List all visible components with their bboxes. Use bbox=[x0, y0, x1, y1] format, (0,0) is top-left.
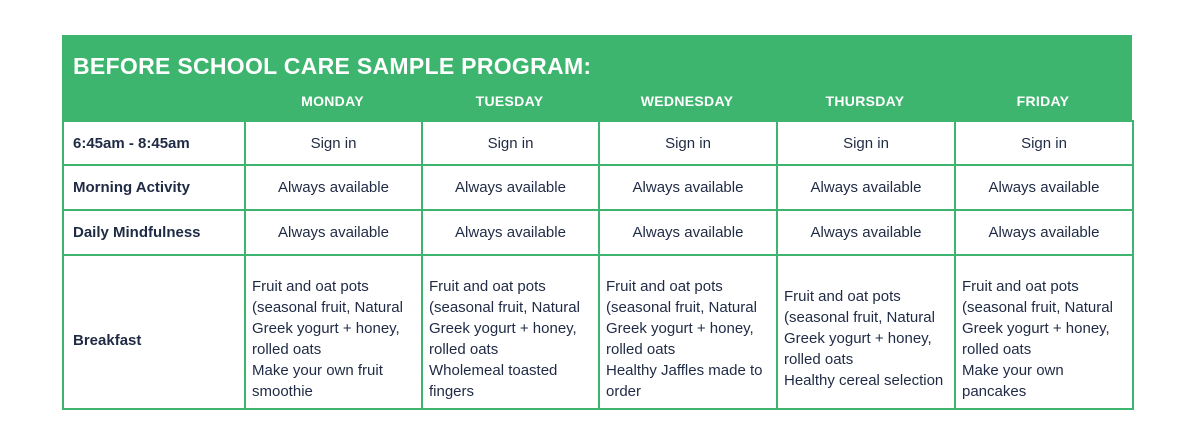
day-header-monday: MONDAY bbox=[301, 93, 364, 109]
breakfast-line: Wholemeal toasted bbox=[429, 361, 558, 379]
breakfast-cell-monday bbox=[245, 255, 422, 409]
table-cell: Sign in bbox=[599, 121, 777, 165]
breakfast-cell-tuesday bbox=[422, 255, 599, 409]
breakfast-label: Breakfast bbox=[63, 255, 245, 409]
breakfast-line: pancakes bbox=[962, 382, 1027, 400]
table-cell: Always available bbox=[777, 165, 955, 210]
breakfast-line: rolled oats bbox=[429, 340, 499, 358]
breakfast-line: Greek yogurt + honey, bbox=[962, 319, 1110, 337]
breakfast-line: Fruit and oat pots bbox=[252, 277, 369, 295]
program-title: BEFORE SCHOOL CARE SAMPLE PROGRAM: bbox=[73, 53, 592, 79]
breakfast-line: (seasonal fruit, Natural bbox=[962, 298, 1113, 316]
breakfast-line: Make your own bbox=[962, 361, 1064, 379]
table-cell: Always available bbox=[777, 210, 955, 255]
breakfast-line: rolled oats bbox=[606, 340, 676, 358]
daily-mindfulness-label: Daily Mindfulness bbox=[63, 210, 245, 255]
table-row bbox=[63, 165, 1133, 210]
schedule-table bbox=[62, 120, 1134, 410]
breakfast-line: Fruit and oat pots bbox=[962, 277, 1079, 295]
table-cell: Sign in bbox=[245, 121, 422, 165]
table-row bbox=[63, 121, 1133, 165]
table-cell: Always available bbox=[599, 210, 777, 255]
breakfast-line: Healthy Jaffles made to bbox=[606, 361, 763, 379]
day-header-thursday: THURSDAY bbox=[825, 93, 905, 109]
table-cell: Always available bbox=[245, 210, 422, 255]
table-cell: Always available bbox=[955, 165, 1133, 210]
breakfast-line: rolled oats bbox=[784, 351, 854, 368]
table-cell: Always available bbox=[955, 210, 1133, 255]
table-cell: Always available bbox=[245, 165, 422, 210]
breakfast-line: rolled oats bbox=[962, 340, 1032, 358]
day-header-wednesday: WEDNESDAY bbox=[640, 93, 734, 109]
breakfast-cell-wednesday bbox=[599, 255, 777, 409]
breakfast-line: Greek yogurt + honey, bbox=[252, 319, 400, 337]
breakfast-line: Make your own fruit bbox=[252, 361, 383, 379]
table-cell: Always available bbox=[422, 210, 599, 255]
breakfast-line: rolled oats bbox=[252, 340, 322, 358]
program-sheet bbox=[62, 35, 1132, 408]
breakfast-cell-thursday bbox=[777, 255, 955, 409]
breakfast-line: smoothie bbox=[252, 382, 313, 400]
breakfast-line: (seasonal fruit, Natural bbox=[606, 298, 757, 316]
breakfast-line: Greek yogurt + honey, bbox=[429, 319, 577, 337]
breakfast-line: Greek yogurt + honey, bbox=[784, 330, 932, 347]
table-cell: Always available bbox=[599, 165, 777, 210]
table-cell: Always available bbox=[422, 165, 599, 210]
breakfast-line: Greek yogurt + honey, bbox=[606, 319, 754, 337]
day-header-tuesday: TUESDAY bbox=[475, 93, 544, 109]
breakfast-line: order bbox=[606, 382, 642, 400]
breakfast-cell-friday bbox=[955, 255, 1133, 409]
table-row bbox=[63, 210, 1133, 255]
table-cell: Sign in bbox=[777, 121, 955, 165]
breakfast-line: (seasonal fruit, Natural bbox=[429, 298, 580, 316]
breakfast-line: Healthy cereal selection bbox=[784, 372, 944, 389]
breakfast-line: Fruit and oat pots bbox=[429, 277, 546, 295]
morning-activity-label: Morning Activity bbox=[63, 165, 245, 210]
day-header-friday: FRIDAY bbox=[1016, 93, 1070, 109]
table-cell: Sign in bbox=[422, 121, 599, 165]
breakfast-line: (seasonal fruit, Natural bbox=[784, 309, 935, 326]
table-cell: Sign in bbox=[955, 121, 1133, 165]
breakfast-line: Fruit and oat pots bbox=[784, 288, 901, 305]
table-row bbox=[63, 255, 1133, 409]
breakfast-line: fingers bbox=[429, 382, 475, 400]
header-banner bbox=[62, 35, 1132, 120]
breakfast-line: Fruit and oat pots bbox=[606, 277, 723, 295]
time-slot-label: 6:45am - 8:45am bbox=[63, 121, 245, 165]
breakfast-line: (seasonal fruit, Natural bbox=[252, 298, 403, 316]
